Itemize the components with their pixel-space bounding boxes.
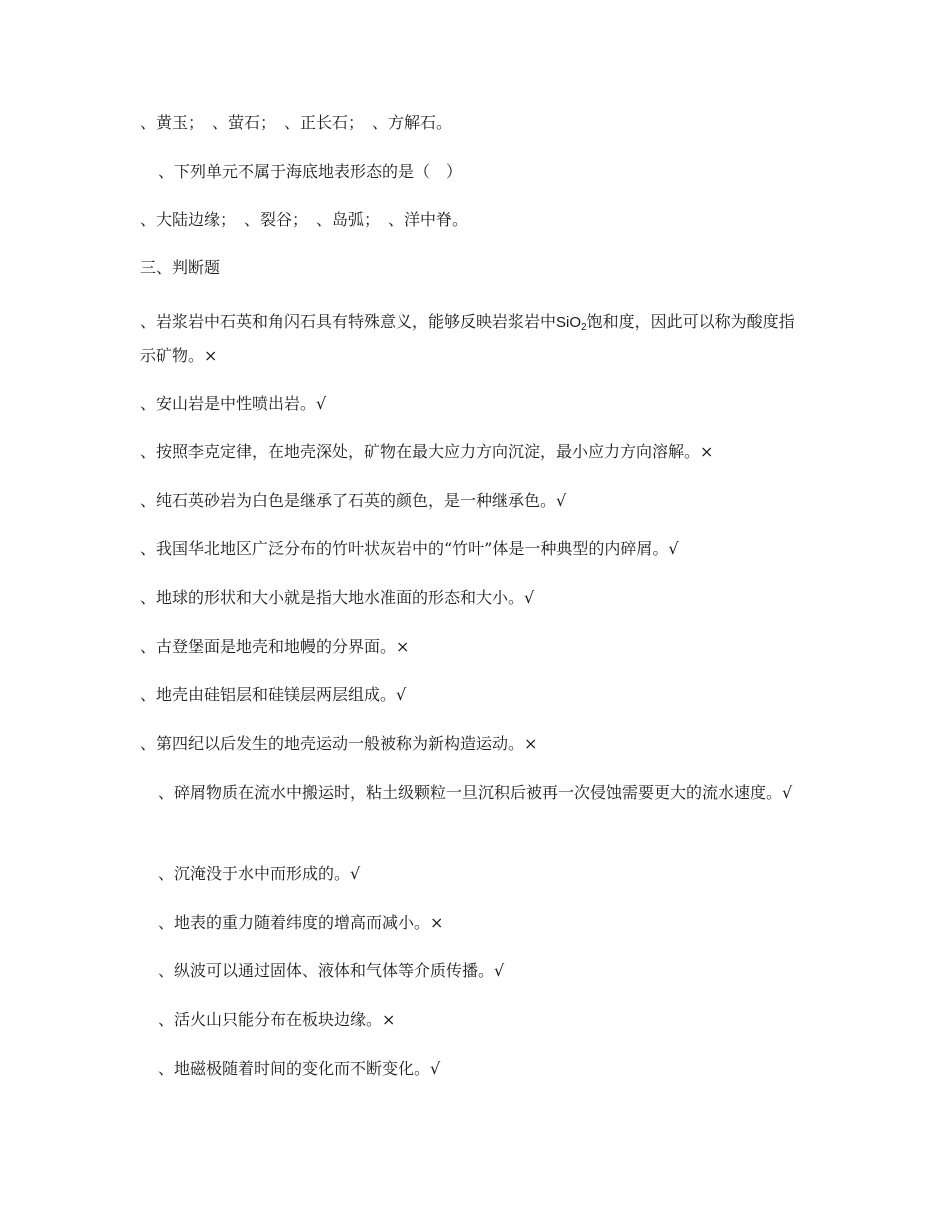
tf-item-5: 、我国华北地区广泛分布的竹叶状灰岩中的“竹叶”体是一种典型的内碎屑。√ [140, 539, 679, 558]
tf-item-15: 、地磁极随着时间的变化而不断变化。√ [158, 1059, 441, 1078]
sio2-formula-subscript: 2 [581, 322, 587, 333]
tf-item-3: 、按照李克定律，在地壳深处，矿物在最大应力方向沉淀，最小应力方向溶解。× [140, 442, 714, 461]
section-title: 三、判断题 [140, 258, 221, 277]
tf-item-11: 、沉淹没于水中而形成的。√ [158, 864, 361, 883]
seafloor-question: 、下列单元不属于海底地表形态的是（ ） [158, 162, 463, 181]
tf-item-10: 、碎屑物质在流水中搬运时，粘土级颗粒一旦沉积后被再一次侵蚀需要更大的流水速度。√ [158, 783, 793, 802]
tf-item-7: 、古登堡面是地壳和地幔的分界面。× [140, 637, 410, 656]
tf-item-2: 、安山岩是中性喷出岩。√ [140, 394, 327, 413]
tf-item-4: 、纯石英砂岩为白色是继承了石英的颜色，是一种继承色。√ [140, 491, 567, 510]
tf-item-1-after: 饱和度，因此可以称为酸度指示矿物。× [140, 312, 795, 365]
sio2-formula-base: SiO [556, 314, 582, 331]
tf-item-6: 、地球的形状和大小就是指大地水准面的形态和大小。√ [140, 588, 535, 607]
tf-item-9: 、第四纪以后发生的地壳运动一般被称为新构造运动。× [140, 734, 538, 753]
seafloor-options: 、大陆边缘； 、裂谷； 、岛弧； 、洋中脊。 [140, 210, 469, 229]
tf-item-1-before: 、岩浆岩中石英和角闪石具有特殊意义，能够反映岩浆岩中 [140, 312, 557, 331]
minerals-options: 、黄玉； 、萤石； 、正长石； 、方解石。 [140, 113, 453, 132]
tf-item-1 [140, 305, 805, 372]
tf-item-8: 、地壳由硅铝层和硅镁层两层组成。√ [140, 685, 407, 704]
tf-item-12: 、地表的重力随着纬度的增高而减小。× [158, 913, 444, 932]
tf-item-13: 、纵波可以通过固体、液体和气体等介质传播。√ [158, 961, 505, 980]
tf-item-14: 、活火山只能分布在板块边缘。× [158, 1010, 396, 1029]
